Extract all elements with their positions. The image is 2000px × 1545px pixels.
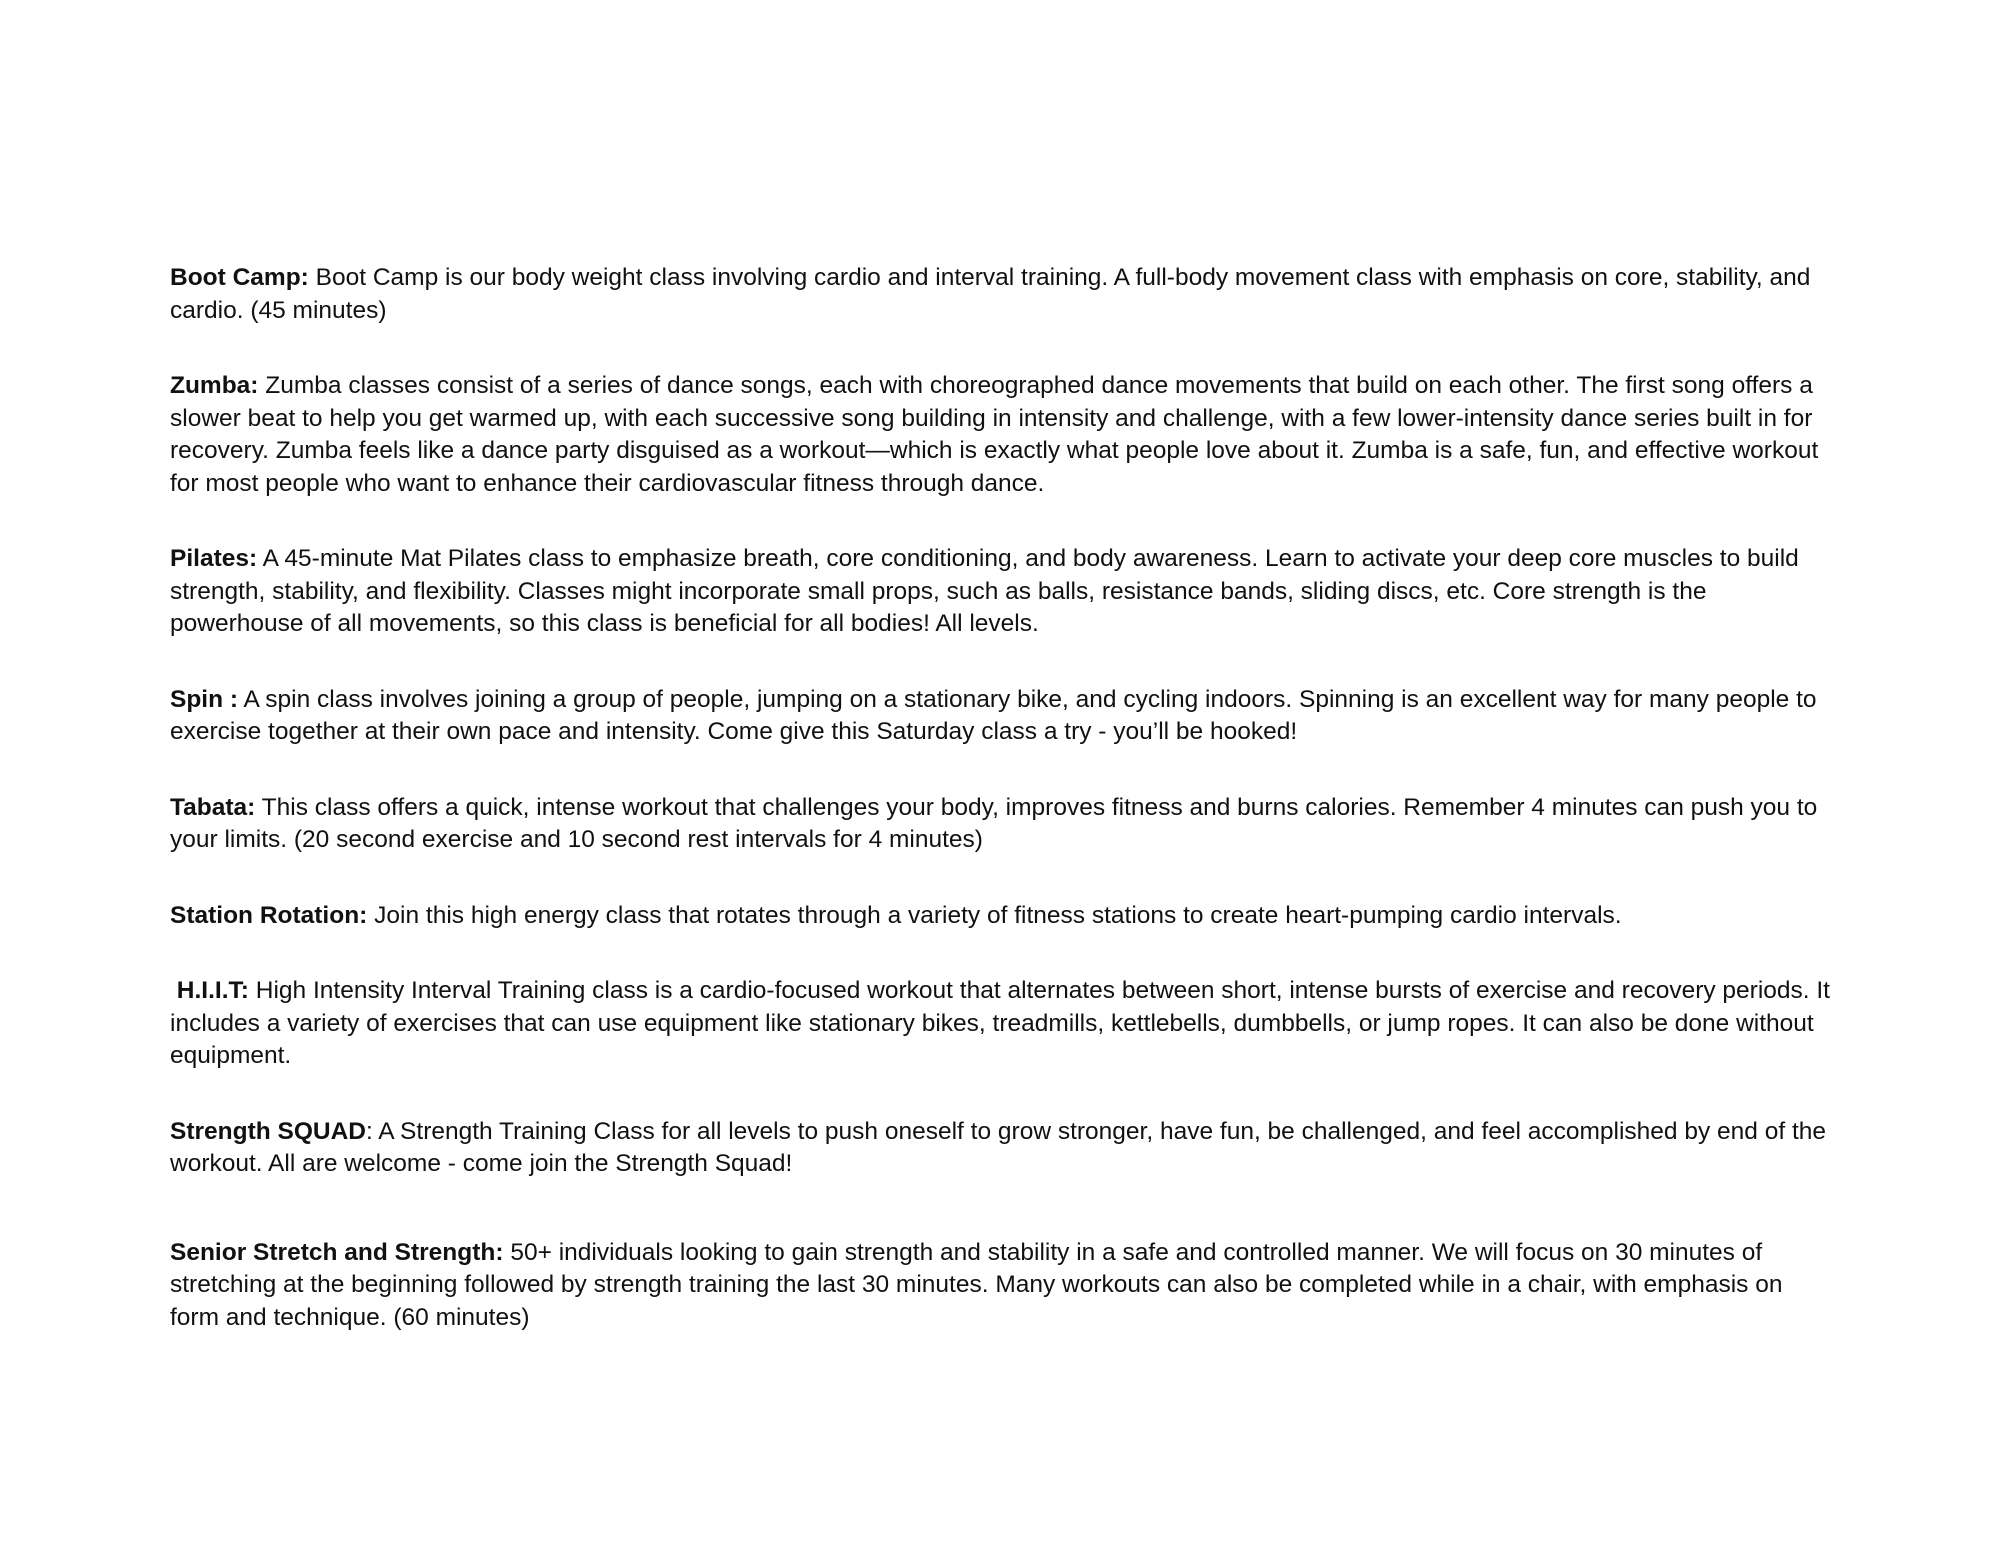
class-description: : A Strength Training Class for all levels to push oneself to grow stronger, have fun, be challenged, and feel accomplished by end of the workout. All are welcome - come join the Strength Squad! — [170, 1117, 1827, 1177]
class-term: Tabata: — [170, 793, 256, 821]
class-term: Senior Stretch and Strength: — [170, 1238, 504, 1266]
class-description: Join this high energy class that rotates through a variety of fitness stations to create heart-pumping cardio intervals. — [367, 901, 1622, 929]
class-description: A spin class involves joining a group of people, jumping on a stationary bike, and cycling indoors. Spinning is an excellent way for many people to exercise together at their own pace and intensity. Come give this Saturday class a try - you’ll be hooked! — [170, 685, 1817, 745]
class-description: A 45-minute Mat Pilates class to emphasize breath, core conditioning, and body awareness. Learn to activate your deep core muscles to build strength, stability, and flexibility. Classes might incorporate small props, such as balls, resistance bands, sliding discs, etc. Core strength is the powerhouse of all movements, so this class is beneficial for all bodies! All levels. — [170, 545, 1799, 637]
class-entry-station-rotation — [170, 900, 1835, 933]
class-description: This class offers a quick, intense workout that challenges your body, improves fitness and burns calories. Remember 4 minutes can push you to your limits. (20 second exercise and 10 second rest intervals for 4 minutes) — [170, 793, 1818, 853]
class-term: Strength SQUAD — [170, 1117, 366, 1145]
class-entry-boot-camp — [170, 262, 1835, 327]
class-term: Zumba: — [170, 372, 259, 399]
class-entry-senior-stretch-and-strength — [170, 1237, 1835, 1335]
class-term: Station Rotation: — [170, 901, 368, 929]
class-entry-strength-squad — [170, 1116, 1835, 1181]
class-term: H.I.I.T: — [170, 977, 249, 1004]
class-descriptions — [170, 262, 1835, 1334]
class-term: Pilates: — [170, 545, 258, 572]
class-description: Zumba classes consist of a series of dance songs, each with choreographed dance movements that build on each other. The first song offers a slower beat to help you get warmed up, with each successive song building in intensity and challenge, with a few lower-intensity dance series built in for recovery. Zumba feels like a dance party disguised as a workout—which is exactly what people love about it. Zumba is a safe, fun, and effective workout for most people who want to enhance their cardiovascular fitness through dance. — [170, 372, 1819, 497]
class-term: Spin : — [170, 685, 239, 713]
class-description: 50+ individuals looking to gain strength and stability in a safe and controlled manner. We will focus on 30 minutes of stretching at the beginning followed by strength training the last 30 minutes. Many workouts can also be completed while in a chair, with emphasis on form and technique. (60 minutes) — [170, 1238, 1783, 1331]
class-entry-tabata — [170, 792, 1835, 857]
class-description: High Intensity Interval Training class is a cardio-focused workout that alternates between short, intense bursts of exercise and recovery periods. It includes a variety of exercises that can use equipment like stationary bikes, treadmills, kettlebells, dumbbells, or jump ropes. It can also be done without equipment. — [170, 977, 1830, 1069]
class-entry-spin — [170, 684, 1835, 749]
class-entry-zumba — [170, 370, 1835, 500]
class-entry-hiit — [170, 975, 1835, 1073]
class-entry-pilates — [170, 543, 1835, 641]
class-term: Boot Camp: — [170, 264, 309, 291]
class-description: Boot Camp is our body weight class involving cardio and interval training. A full-body movement class with emphasis on core, stability, and cardio. (45 minutes) — [170, 264, 1811, 324]
